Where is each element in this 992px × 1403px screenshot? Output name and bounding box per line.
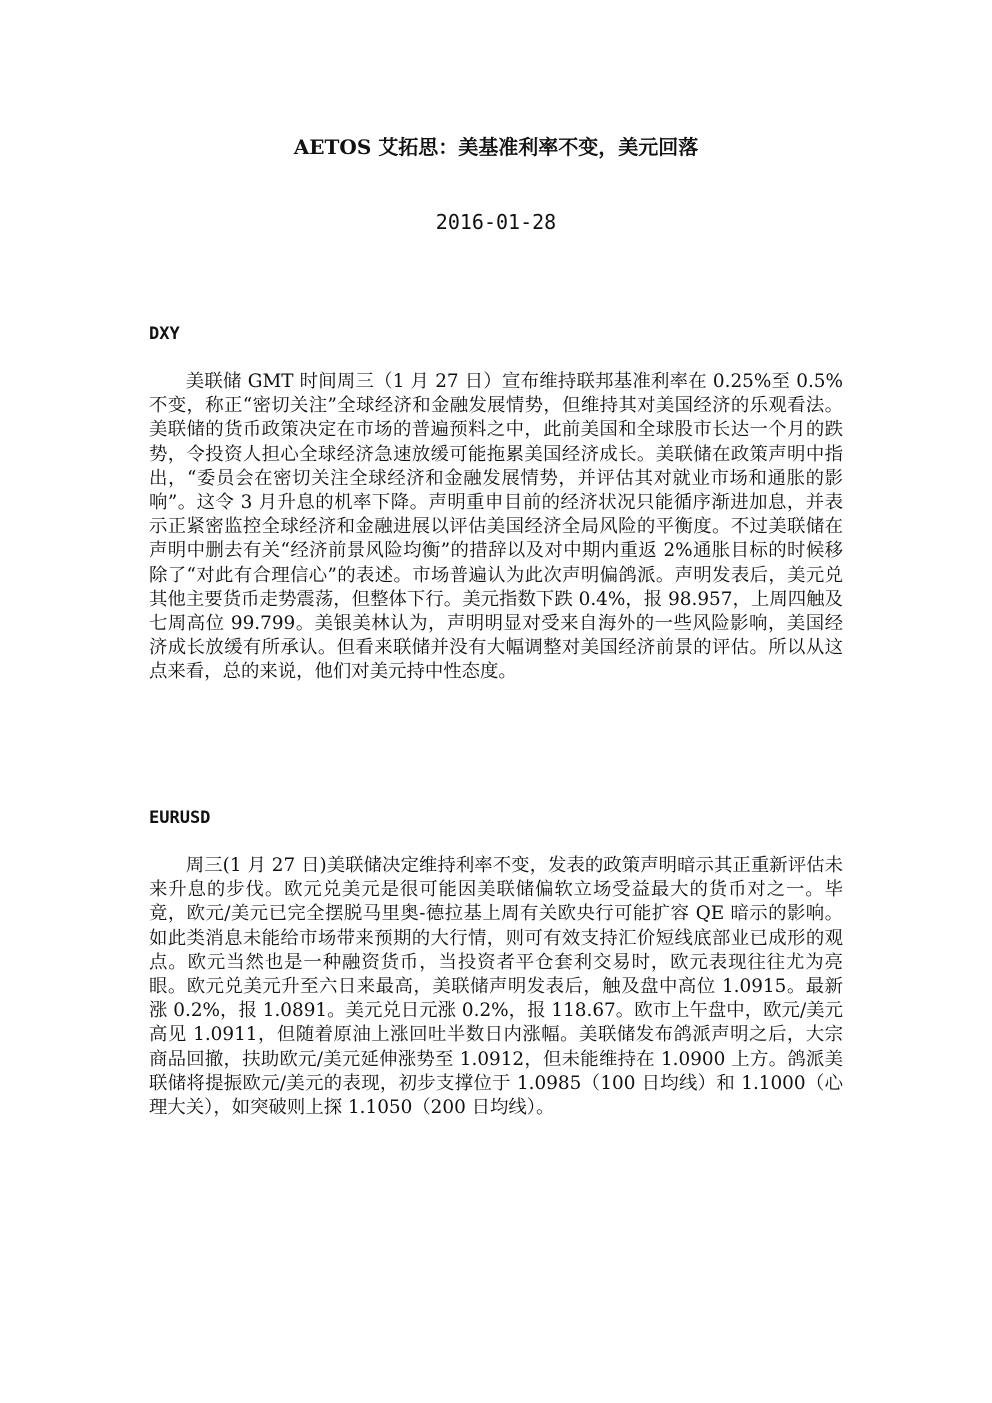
document-date: 2016-01-28 [435,210,557,234]
section-heading-eurusd: EURUSD [149,808,211,828]
section-heading-dxy: DXY [149,324,180,344]
section-body-eurusd: 周三(1 月 27 日)美联储决定维持利率不变，发表的政策声明暗示其正重新评估未来升息的步伐。欧元兑美元是很可能因美联储偏软立场受益最大的货币对之一。毕竟，欧元/美元已完全摆脱马里奥-德拉基上周有关欧央行可能扩容 QE 暗示的影响。如此类消息未能给市场带来预期的大行情，则可有效支持汇价短线底部业已成形的观点。欧元当然也是一种融资货币，当投资者平仓套利交易时，欧元表现往往尤为亮眼。欧元兑美元升至六日来最高，美联储声明发表后，触及盘中高位 1.0915。最新涨 0.2%，报 1.0891。美元兑日元涨 0.2%，报 118.67。欧市上午盘中，欧元/美元高见 1.0911，但随着原油上涨回吐半数日内涨幅。美联储发布鸽派声明之后，大宗商品回撤，扶助欧元/美元延伸涨势至 1.0912，但未能维持在 1.0900 上方。鸽派美联储将提振欧元/美元的表现，初步支撑位于 1.0985（100 日均线）和 1.1000（心理大关），如突破则上探 1.1050（200 日均线）。 [149,855,843,1119]
section-body-dxy: 美联储 GMT 时间周三（1 月 27 日）宣布维持联邦基准利率在 0.25%至 0.5%不变，称正“密切关注”全球经济和金融发展情势，但维持其对美国经济的乐观看法。美联储的货币政策决定在市场的普遍预料之中，此前美国和全球股市长达一个月的跌势，令投资人担心全球经济急速放缓可能拖累美国经济成长。美联储在政策声明中指出，“委员会在密切关注全球经济和金融发展情势，并评估其对就业市场和通胀的影响”。这令 3 月升息的机率下降。声明重申目前的经济状况只能循序渐进加息，并表示正紧密监控全球经济和金融进展以评估美国经济全局风险的平衡度。不过美联储在声明中删去有关“经济前景风险均衡”的措辞以及对中期内重返 2%通胀目标的时候移除了“对此有合理信心”的表述。市场普遍认为此次声明偏鸽派。声明发表后，美元兑其他主要货币走势震荡，但整体下行。美元指数下跌 0.4%，报 98.957，上周四触及七周高位 99.799。美银美林认为，声明明显对受来自海外的一些风险影响，美国经济成长放缓有所承认。但看来联储并没有大幅调整对美国经济前景的评估。所以从这点来看，总的来说，他们对美元持中性态度。 [149,371,843,683]
document-title: AETOS 艾拓思：美基准利率不变，美元回落 [293,135,699,159]
